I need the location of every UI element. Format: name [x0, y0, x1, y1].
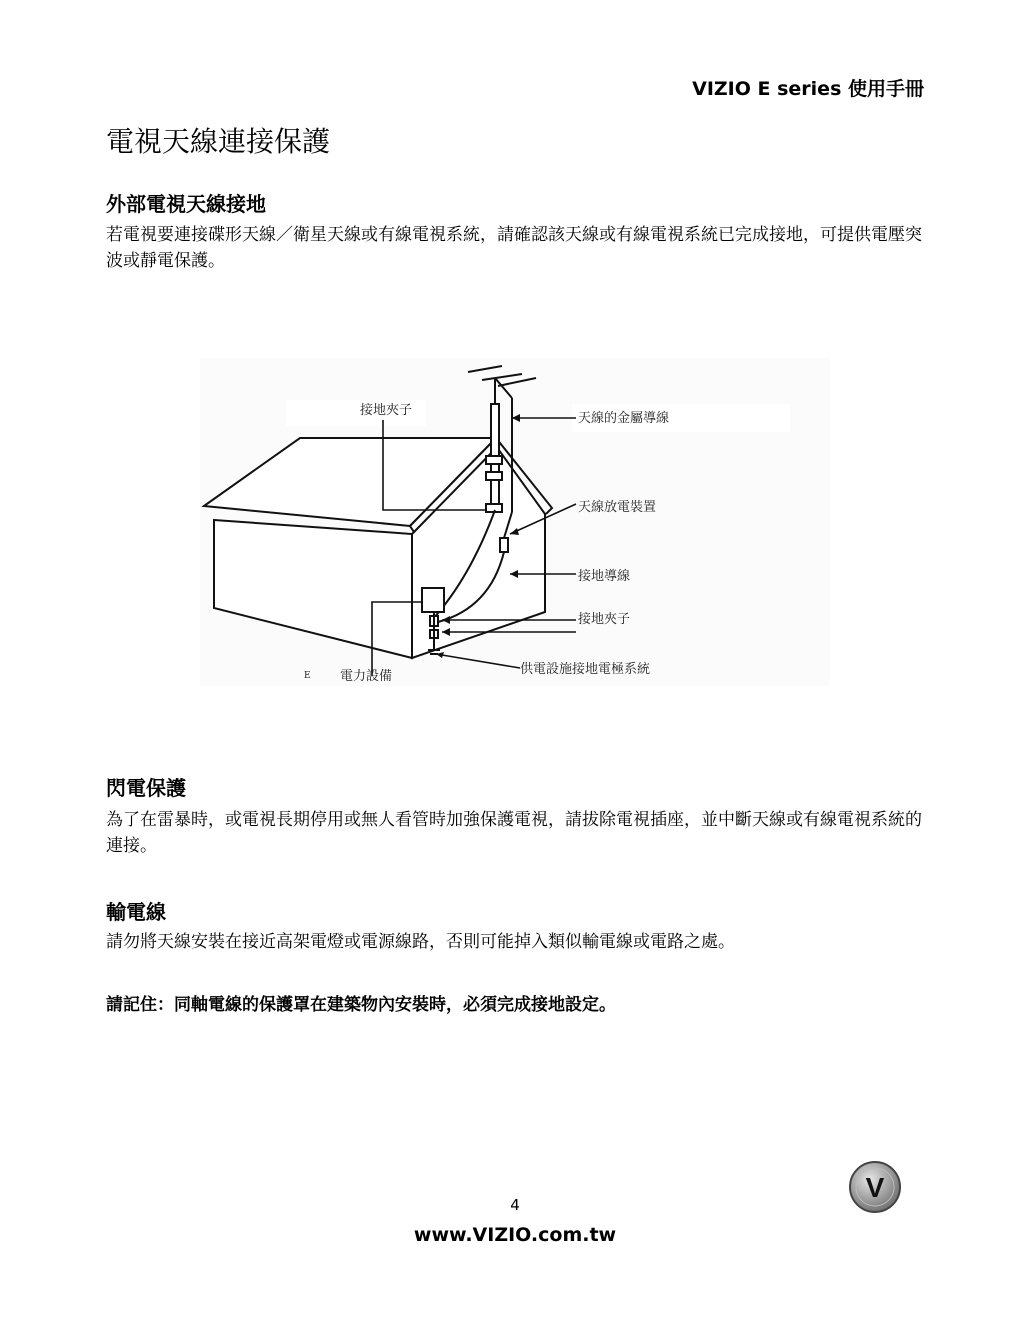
antenna-grounding-diagram [200, 358, 830, 686]
document-header: VIZIO E series 使用手冊 [692, 78, 924, 100]
section-heading-power-lines: 輸電線 [106, 900, 166, 924]
vizio-logo-icon [848, 1160, 902, 1214]
label-grounding-conductors: 接地導線 [578, 569, 631, 584]
label-power-service-electrode: 供電設施接地電極系統 [520, 662, 651, 677]
grounding-reminder-note: 請記住：同軸電線的保護罩在建築物內安裝時，必須完成接地設定。 [106, 995, 616, 1015]
label-mark-e: E [304, 671, 311, 681]
label-electric-service: 電力設備 [340, 669, 393, 684]
section-heading-lightning: 閃電保護 [106, 776, 186, 800]
label-ground-clamp-top: 接地夾子 [360, 403, 413, 418]
section-body-power-lines: 請勿將天線安裝在接近高架電燈或電源線路，否則可能掉入類似輸電線或電路之處。 [106, 932, 735, 952]
page-number: 4 [510, 1196, 520, 1214]
label-antenna-lead-wire: 天線的金屬導線 [578, 411, 670, 426]
section-body-lightning: 為了在雷暴時，或電視長期停用或無人看管時加強保護電視，請拔除電視插座，並中斷天線或有線電視系統的連接。 [106, 810, 922, 856]
page-title: 電視天線連接保護 [106, 125, 331, 158]
vizio-logo-letter: V [865, 1172, 885, 1203]
section-heading-antenna-grounding: 外部電視天線接地 [106, 192, 266, 216]
label-discharge-unit: 天線放電裝置 [578, 500, 657, 515]
section-body-antenna-grounding: 若電視要連接碟形天線／衛星天線或有線電視系統，請確認該天線或有線電視系統已完成接地，可提供電壓突波或靜電保護。 [106, 225, 922, 271]
label-ground-clamps: 接地夾子 [578, 612, 631, 627]
footer-url[interactable]: www.VIZIO.com.tw [413, 1224, 617, 1246]
